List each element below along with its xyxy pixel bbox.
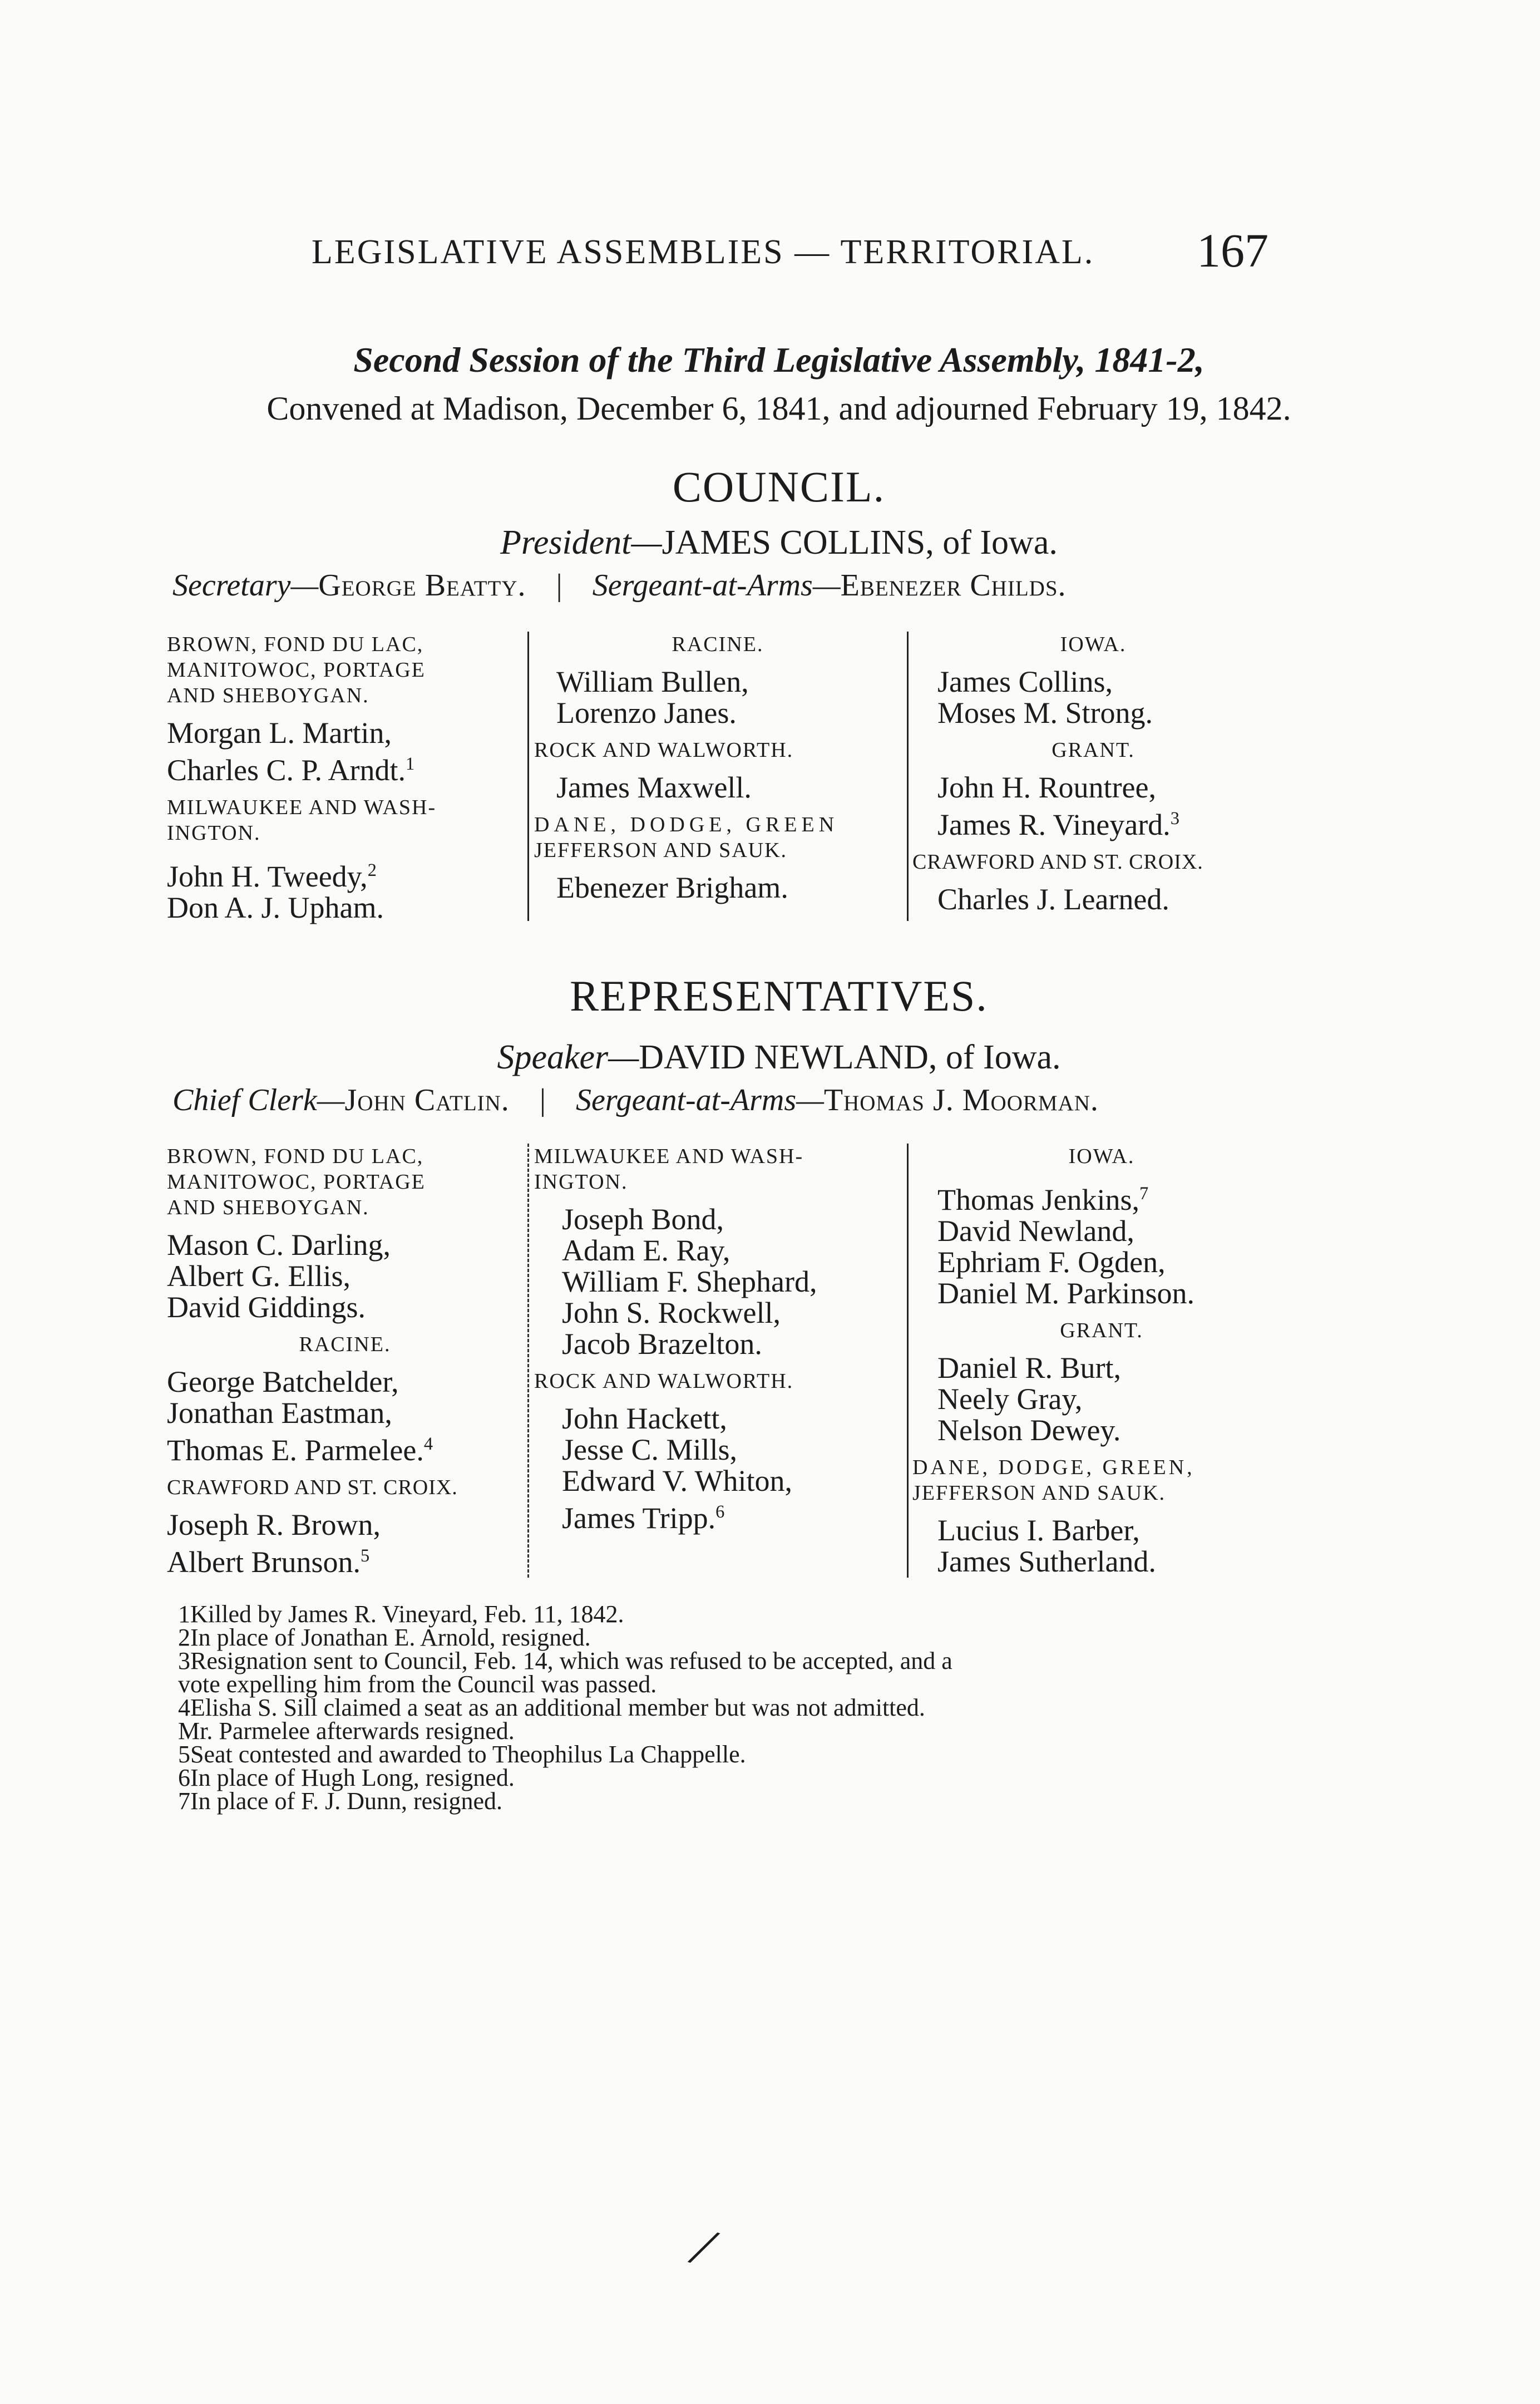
member-name: Jacob Brazelton. — [562, 1327, 762, 1361]
member-name: Moses M. Strong. — [937, 696, 1153, 730]
column-rule — [907, 632, 909, 921]
member-name: Albert G. Ellis, — [167, 1259, 351, 1293]
district-label: MILWAUKEE AND WASH- INGTON. — [167, 796, 437, 845]
district-label: CRAWFORD AND ST. CROIX. — [912, 850, 1203, 874]
member-name: John Hackett, — [562, 1402, 727, 1435]
session-title: Second Session of the Third Legislative Assembly, 1841-2, — [353, 340, 1205, 380]
footnote-ref: 5 — [360, 1546, 370, 1566]
president-name: JAMES COLLINS, of Iowa. — [662, 524, 1058, 561]
member-name: Charles C. P. Arndt.$^1$ — [167, 753, 415, 787]
member-name: Mason C. Darling, — [167, 1228, 391, 1262]
member-name: James R. Vineyard.$^3$ — [937, 808, 1179, 841]
member-name: Neely Gray, — [937, 1382, 1083, 1416]
member-name: Thomas Jenkins,$^7$ — [937, 1183, 1149, 1216]
member-name: David Giddings. — [167, 1290, 366, 1324]
footnotes — [178, 1600, 1302, 1815]
member-name: James Maxwell. — [556, 771, 752, 804]
council-column-2 — [534, 632, 901, 903]
footnote-ref: 6 — [715, 1502, 725, 1522]
speaker-label: Speaker— — [497, 1038, 639, 1076]
member-name: Lorenzo Janes. — [556, 696, 737, 730]
officer-separator: | — [539, 1083, 546, 1117]
district-label: CRAWFORD AND ST. CROIX. — [167, 1476, 458, 1499]
district-label: RACINE. — [672, 633, 764, 656]
representatives-column-1 — [167, 1144, 523, 1578]
member-name: Albert Brunson.$^5$ — [167, 1545, 370, 1579]
council-column-3 — [912, 632, 1274, 915]
footnote: 1Killed by James R. Vineyard, Feb. 11, 1842. — [178, 1600, 624, 1628]
footnote: 4Elisha S. Sill claimed a seat as an additional member but was not admitted. — [178, 1694, 925, 1721]
member-name: William F. Shephard, — [562, 1265, 817, 1298]
council-heading: COUNCIL. — [672, 462, 886, 511]
secretary-label: Secretary— — [172, 568, 319, 603]
member-name: Joseph R. Brown, — [167, 1508, 381, 1541]
footnote-continuation: vote expelling him from the Council was passed. — [178, 1671, 657, 1698]
footnote-ref: 7 — [1139, 1184, 1149, 1204]
district-label: DANE, DODGE, GREEN, JEFFERSON AND SAUK. — [912, 1456, 1195, 1505]
district-label: ROCK AND WALWORTH. — [534, 738, 794, 762]
district-label: BROWN, FOND DU LAC, MANITOWOC, PORTAGE AND SHEBOYGAN. — [167, 633, 426, 707]
member-name: Daniel R. Burt, — [937, 1351, 1121, 1385]
sergeant-name: Ebenezer Childs. — [840, 568, 1067, 603]
member-name: Nelson Dewey. — [937, 1413, 1121, 1447]
member-name: George Batchelder, — [167, 1365, 399, 1398]
representatives-heading: REPRESENTATIVES. — [570, 972, 988, 1020]
sergeant-label: Sergeant-at-Arms— — [576, 1083, 824, 1117]
running-head — [312, 223, 1268, 278]
representatives-speaker — [167, 1038, 1391, 1077]
footnote-ref: 4 — [423, 1434, 433, 1454]
district-label: ROCK AND WALWORTH. — [534, 1370, 794, 1393]
representatives-officers — [172, 1082, 1285, 1118]
district-label: RACINE. — [299, 1333, 391, 1356]
member-name: John H. Rountree, — [937, 771, 1156, 804]
member-name: Thomas E. Parmelee.$^4$ — [167, 1433, 433, 1467]
footnote: 7In place of F. J. Dunn, resigned. — [178, 1787, 503, 1815]
member-name: Morgan L. Martin, — [167, 716, 392, 750]
member-name: John S. Rockwell, — [562, 1296, 781, 1329]
district-label: GRANT. — [1060, 1319, 1143, 1342]
district-label: BROWN, FOND DU LAC, MANITOWOC, PORTAGE AND SHEBOYGAN. — [167, 1145, 426, 1219]
district-label: MILWAUKEE AND WASH- INGTON. — [534, 1145, 804, 1194]
clerk-label: Chief Clerk— — [172, 1083, 345, 1117]
footnote-ref: 1 — [406, 754, 415, 774]
district-label: GRANT. — [1052, 738, 1135, 762]
footnote-ref: 3 — [1170, 809, 1179, 829]
member-name: William Bullen, — [556, 665, 749, 698]
council-column-1 — [167, 632, 523, 923]
member-name: Edward V. Whiton, — [562, 1464, 792, 1497]
member-name: Adam E. Ray, — [562, 1234, 730, 1267]
secretary-name: George Beatty. — [318, 568, 526, 603]
member-name: Ephriam F. Ogden, — [937, 1245, 1166, 1279]
district-label: IOWA. — [1060, 633, 1127, 656]
footnote: 2In place of Jonathan E. Arnold, resigned. — [178, 1624, 591, 1651]
column-rule — [527, 1144, 529, 1578]
session-convened: Convened at Madison, December 6, 1841, and adjourned February 19, 1842. — [266, 390, 1291, 427]
member-name: Joseph Bond, — [562, 1203, 724, 1236]
footnote-continuation: Mr. Parmelee afterwards resigned. — [178, 1717, 515, 1745]
member-name: Lucius I. Barber, — [937, 1514, 1140, 1547]
speaker-name: DAVID NEWLAND, of Iowa. — [639, 1038, 1061, 1076]
footnote: 6In place of Hugh Long, resigned. — [178, 1764, 515, 1791]
representatives-column-3 — [912, 1144, 1291, 1577]
member-name: David Newland, — [937, 1214, 1134, 1248]
member-name: Daniel M. Parkinson. — [937, 1277, 1195, 1310]
page-number: 167 — [1197, 224, 1268, 277]
member-name: John H. Tweedy,$^2$ — [167, 860, 377, 893]
member-name: James Collins, — [937, 665, 1113, 698]
representatives-column-2 — [534, 1144, 901, 1534]
member-name: Jonathan Eastman, — [167, 1396, 392, 1430]
member-name: Jesse C. Mills, — [562, 1433, 738, 1466]
clerk-name: John Catlin. — [344, 1083, 510, 1117]
member-name: James Tripp.$^6$ — [562, 1501, 725, 1535]
running-head-title: LEGISLATIVE ASSEMBLIES — TERRITORIAL. — [312, 233, 1095, 271]
council-president — [167, 523, 1391, 563]
member-name: Charles J. Learned. — [937, 883, 1169, 916]
footnote-ref: 2 — [367, 860, 377, 880]
president-label: President— — [500, 524, 662, 561]
sergeant-label: Sergeant-at-Arms— — [592, 568, 841, 603]
member-name: James Sutherland. — [937, 1545, 1156, 1578]
officer-separator: | — [556, 568, 562, 603]
sergeant-name: Thomas J. Moorman. — [823, 1083, 1099, 1117]
footnote: 3Resignation sent to Council, Feb. 14, which was refused to be accepted, and a — [178, 1647, 952, 1674]
district-label: IOWA. — [1068, 1145, 1135, 1168]
column-rule — [907, 1144, 909, 1578]
column-rule — [527, 632, 529, 921]
council-officers — [172, 568, 1285, 603]
footnote: 5Seat contested and awarded to Theophilus La Chappelle. — [178, 1741, 746, 1768]
pen-mark: / — [686, 2215, 720, 2279]
member-name: Ebenezer Brigham. — [556, 871, 788, 904]
district-label: DANE, DODGE, GREEN JEFFERSON AND SAUK. — [534, 813, 839, 862]
member-name: Don A. J. Upham. — [167, 891, 384, 924]
